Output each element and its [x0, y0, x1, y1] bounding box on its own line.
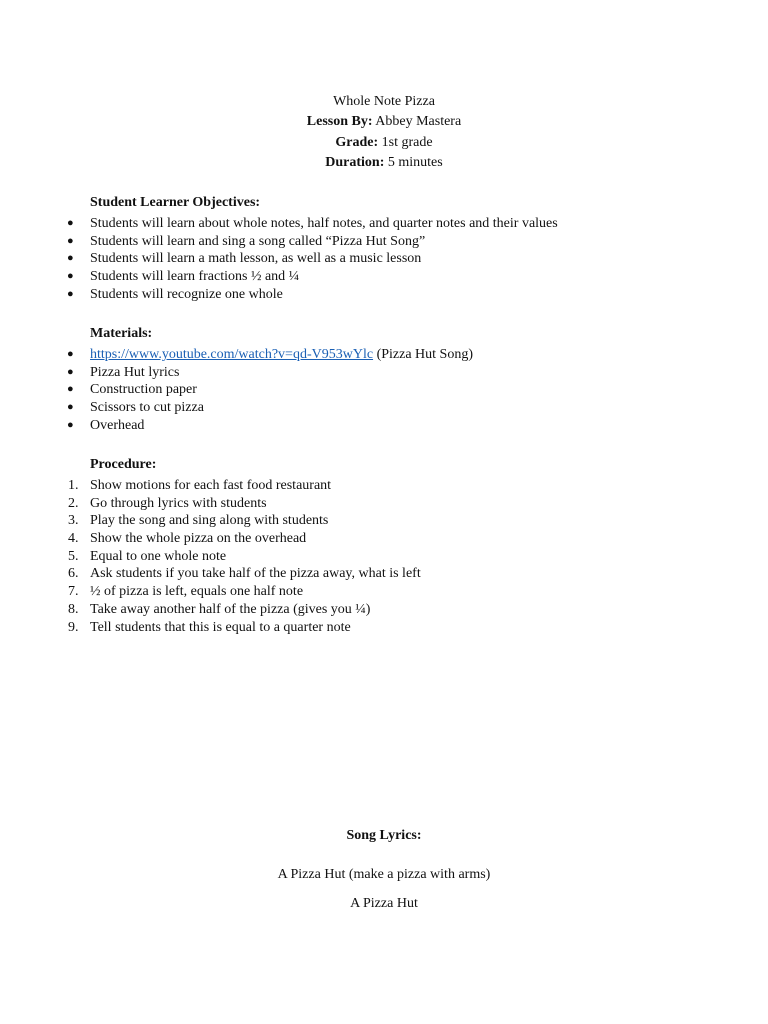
step-text: Play the song and sing along with students — [90, 513, 329, 529]
step-text: Tell students that this is equal to a quarter note — [90, 619, 351, 635]
step-number: 8. — [68, 601, 79, 617]
material-text: Scissors to cut pizza — [90, 400, 204, 416]
step-text: ½ of pizza is left, equals one half note — [90, 584, 304, 600]
step-number: 9. — [68, 619, 79, 635]
step-text: Show motions for each fast food restaurant — [90, 478, 332, 493]
bullet-icon: ● — [67, 234, 74, 247]
step-text: Show the whole pizza on the overhead — [90, 531, 307, 547]
bullet-icon: ● — [67, 383, 74, 396]
document-title: Whole Note Pizza — [333, 94, 435, 109]
duration-label: Duration: — [325, 155, 385, 170]
step-text: Equal to one whole note — [90, 548, 227, 564]
objective-text: Students will recognize one whole — [90, 286, 283, 302]
material-link-row — [90, 346, 473, 364]
duration-value: 5 minutes — [384, 155, 443, 170]
grade-label: Grade: — [335, 135, 379, 150]
step-number: 7. — [68, 584, 79, 600]
bullet-icon: ● — [67, 348, 74, 360]
step-text: Go through lyrics with students — [90, 495, 267, 511]
lesson-by-line — [0, 113, 768, 131]
youtube-link[interactable]: https://www.youtube.com/watch?v=qd-V953wYlc — [90, 347, 374, 362]
step-number: 6. — [68, 566, 79, 582]
step-number: 2. — [68, 495, 79, 511]
step-number: 5. — [68, 548, 79, 564]
objective-text: Students will learn and sing a song called “Pizza Hut Song” — [90, 233, 426, 249]
lyrics-line: A Pizza Hut — [350, 896, 418, 911]
grade-line — [0, 134, 768, 152]
step-number: 1. — [68, 478, 79, 493]
objective-text: Students will learn fractions ½ and ¼ — [90, 269, 300, 285]
grade-value: 1st grade — [378, 135, 433, 150]
materials-heading: Materials: — [90, 326, 153, 341]
procedure-heading: Procedure: — [90, 457, 157, 472]
material-text: Pizza Hut lyrics — [90, 364, 180, 380]
bullet-icon: ● — [67, 217, 74, 229]
objective-text: Students will learn about whole notes, half notes, and quarter notes and their values — [90, 216, 558, 231]
material-text: Construction paper — [90, 382, 197, 398]
step-text: Take away another half of the pizza (gives you ¼) — [90, 601, 371, 617]
bullet-icon: ● — [67, 365, 74, 378]
step-text: Ask students if you take half of the pizza away, what is left — [90, 566, 421, 582]
lesson-by-value: Abbey Mastera — [372, 114, 462, 129]
duration-line — [0, 154, 768, 172]
step-number: 3. — [68, 513, 79, 529]
objective-text: Students will learn a math lesson, as well as a music lesson — [90, 251, 422, 267]
bullet-icon: ● — [67, 418, 74, 431]
step-number: 4. — [68, 531, 79, 547]
lesson-by-label: Lesson By: — [306, 114, 373, 129]
material-text: Overhead — [90, 417, 145, 433]
bullet-icon: ● — [67, 401, 74, 414]
lyrics-line: A Pizza Hut (make a pizza with arms) — [277, 867, 491, 882]
bullet-icon: ● — [67, 287, 74, 300]
objectives-heading: Student Learner Objectives: — [90, 195, 261, 210]
bullet-icon: ● — [67, 252, 74, 265]
lyrics-heading: Song Lyrics: — [346, 828, 422, 843]
bullet-icon: ● — [67, 270, 74, 283]
link-suffix: (Pizza Hut Song) — [373, 347, 473, 362]
